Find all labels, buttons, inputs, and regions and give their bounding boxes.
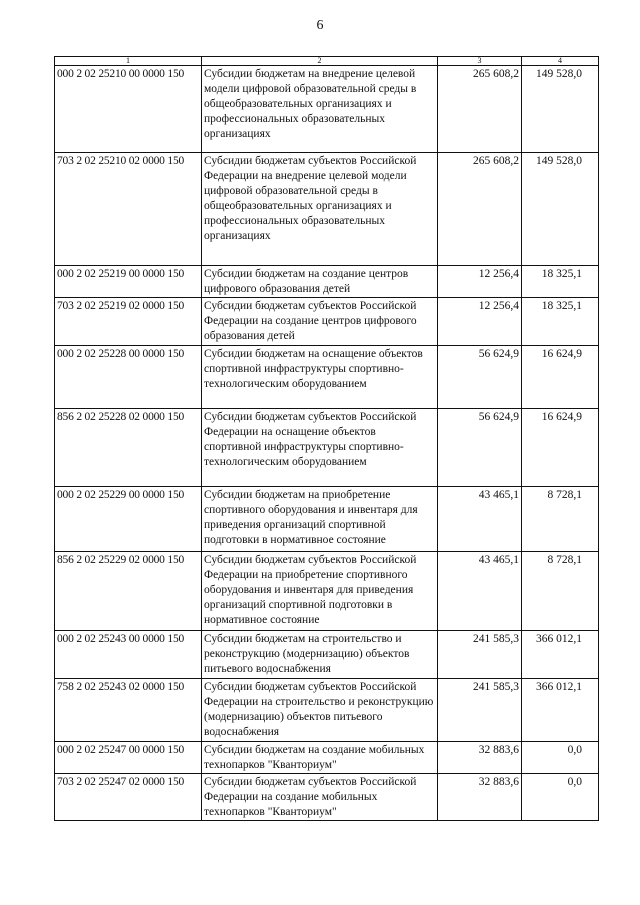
amount-col4: 8 728,1 xyxy=(522,552,599,631)
description: Субсидии бюджетам субъектов Российской Федерации на создание мобильных технопарков "Кванториум" xyxy=(202,774,438,821)
description: Субсидии бюджетам субъектов Российской Федерации на создание центров цифрового образования детей xyxy=(202,298,438,346)
amount-col3: 32 883,6 xyxy=(438,742,522,774)
header-col-2: 2 xyxy=(202,57,438,66)
budget-code: 703 2 02 25210 02 0000 150 xyxy=(55,153,202,266)
budget-code: 000 2 02 25228 00 0000 150 xyxy=(55,346,202,409)
description: Субсидии бюджетам на внедрение целевой модели цифровой образовательной среды в общеобразовательных организациях и профессиональных образовательных организациях xyxy=(202,66,438,153)
budget-table xyxy=(54,56,599,821)
table-row xyxy=(55,298,599,346)
budget-code: 856 2 02 25229 02 0000 150 xyxy=(55,552,202,631)
description: Субсидии бюджетам на оснащение объектов спортивной инфраструктуры спортивно-технологическим оборудованием xyxy=(202,346,438,409)
budget-code: 856 2 02 25228 02 0000 150 xyxy=(55,409,202,487)
description: Субсидии бюджетам субъектов Российской Федерации на внедрение целевой модели цифровой образовательной среды в общеобразовательных организациях и профессиональных образовательных организациях xyxy=(202,153,438,266)
table-row xyxy=(55,552,599,631)
amount-col3: 241 585,3 xyxy=(438,679,522,742)
table-row xyxy=(55,487,599,552)
header-row xyxy=(55,57,599,66)
budget-code: 000 2 02 25229 00 0000 150 xyxy=(55,487,202,552)
amount-col3: 32 883,6 xyxy=(438,774,522,821)
amount-col4: 18 325,1 xyxy=(522,266,599,298)
table-row xyxy=(55,266,599,298)
budget-code: 000 2 02 25247 00 0000 150 xyxy=(55,742,202,774)
amount-col3: 265 608,2 xyxy=(438,66,522,153)
description: Субсидии бюджетам на создание мобильных технопарков "Кванториум" xyxy=(202,742,438,774)
amount-col3: 241 585,3 xyxy=(438,631,522,679)
budget-code: 000 2 02 25243 00 0000 150 xyxy=(55,631,202,679)
amount-col3: 265 608,2 xyxy=(438,153,522,266)
budget-code: 000 2 02 25219 00 0000 150 xyxy=(55,266,202,298)
amount-col4: 0,0 xyxy=(522,742,599,774)
amount-col4: 16 624,9 xyxy=(522,409,599,487)
page-number: 6 xyxy=(316,18,324,33)
amount-col4: 149 528,0 xyxy=(522,66,599,153)
header-col-1: 1 xyxy=(55,57,202,66)
table-row xyxy=(55,742,599,774)
amount-col3: 56 624,9 xyxy=(438,346,522,409)
description: Субсидии бюджетам субъектов Российской Федерации на приобретение спортивного оборудования и инвентаря для приведения организаций спортивной подготовки в нормативное состояние xyxy=(202,552,438,631)
amount-col3: 43 465,1 xyxy=(438,552,522,631)
amount-col3: 12 256,4 xyxy=(438,266,522,298)
amount-col4: 16 624,9 xyxy=(522,346,599,409)
table-row xyxy=(55,631,599,679)
table-row xyxy=(55,774,599,821)
description: Субсидии бюджетам субъектов Российской Федерации на оснащение объектов спортивной инфраструктуры спортивно-технологическим оборудованием xyxy=(202,409,438,487)
budget-code: 703 2 02 25247 02 0000 150 xyxy=(55,774,202,821)
table-row xyxy=(55,153,599,266)
amount-col4: 366 012,1 xyxy=(522,679,599,742)
description: Субсидии бюджетам на приобретение спортивного оборудования и инвентаря для приведения организаций спортивной подготовки в нормативное состояние xyxy=(202,487,438,552)
table-row xyxy=(55,679,599,742)
amount-col4: 366 012,1 xyxy=(522,631,599,679)
description: Субсидии бюджетам на строительство и реконструкцию (модернизацию) объектов питьевого водоснабжения xyxy=(202,631,438,679)
description: Субсидии бюджетам на создание центров цифрового образования детей xyxy=(202,266,438,298)
amount-col3: 43 465,1 xyxy=(438,487,522,552)
amount-col4: 149 528,0 xyxy=(522,153,599,266)
amount-col3: 12 256,4 xyxy=(438,298,522,346)
amount-col4: 8 728,1 xyxy=(522,487,599,552)
table-row xyxy=(55,346,599,409)
table-row xyxy=(55,66,599,153)
amount-col4: 0,0 xyxy=(522,774,599,821)
amount-col3: 56 624,9 xyxy=(438,409,522,487)
description: Субсидии бюджетам субъектов Российской Федерации на строительство и реконструкцию (модернизацию) объектов питьевого водоснабжения xyxy=(202,679,438,742)
budget-code: 758 2 02 25243 02 0000 150 xyxy=(55,679,202,742)
header-col-4: 4 xyxy=(522,57,599,66)
table-row xyxy=(55,409,599,487)
budget-code: 000 2 02 25210 00 0000 150 xyxy=(55,66,202,153)
budget-code: 703 2 02 25219 02 0000 150 xyxy=(55,298,202,346)
amount-col4: 18 325,1 xyxy=(522,298,599,346)
header-col-3: 3 xyxy=(438,57,522,66)
